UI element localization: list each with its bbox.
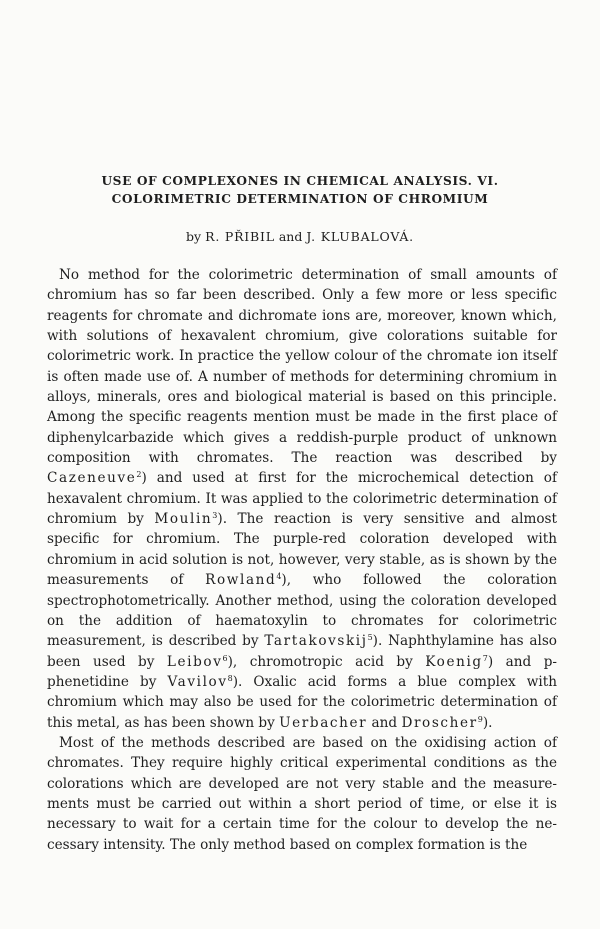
paper-title (40, 172, 560, 208)
author-ref-rowland: Rowland (205, 572, 277, 589)
byline-by: by (186, 229, 202, 244)
para1-text-2: ) and used at first for the microchemical detection of hexavalent chromium. It was applied to the colorimetric determination of chromium by (47, 470, 557, 528)
author-klubalova: J. KLUBALOVÁ. (306, 229, 414, 244)
citation-8: 8 (227, 673, 233, 683)
author-ref-moulin: Moulin (154, 511, 213, 528)
author-ref-vavilov: Vavilov (167, 673, 228, 690)
citation-2: 2 (136, 470, 142, 480)
paragraph-2: Most of the methods described are based on the oxidising action of chromates. They require highly critical experimental conditions as the colorations which are developed are not very stable and the measurements must be carried out within a short period of time, or else it is necessary to wait for a certain time for the colour to develop the necessary intensity. The only method based on complex formation is the (47, 734, 557, 853)
citation-3: 3 (212, 511, 218, 521)
citation-9: 9 (477, 714, 483, 724)
para1-text-8: ). Oxalic acid forms a blue complex with chromium which may also be used for the colorimetric determination of this metal, as has been shown by (47, 673, 557, 731)
author-ref-koenig: Koenig (425, 653, 483, 670)
author-pribil: R. PŘIBIL (205, 229, 275, 244)
author-ref-leibov: Leibov (166, 653, 223, 670)
citation-7: 7 (482, 653, 488, 663)
para1-text-9: ). (482, 714, 493, 731)
para1-text-3: ). The reaction is very sensitive and almost specific for chromium. The purple-red coloration developed with chromium in acid solution is not, however, very stable, as is shown by the measurements of (47, 511, 557, 589)
title-line-2: COLORIMETRIC DETERMINATION OF CHROMIUM (111, 192, 489, 206)
para1-text-5: ). Naphthylamine has also been used by (47, 633, 557, 670)
byline (40, 229, 560, 244)
citation-4: 4 (276, 572, 282, 582)
para1-text-1: No method for the colorimetric determination of small amounts of chromium has so far been described. Only a few more or less specific reagents for chromate and dichromate ions are, moreover, known which, with solutions of hexavalent chromium, give colorations suitable for colorimetric work. In practice the yellow colour of the chromate ion itself is often made use of. A number of methods for determining chromium in alloys, minerals, ores and biological material is based on this principle. Among the specific reagents mention must be made in the first place of diphenylcarbazide which gives a reddish-purple product of unknown composition with chromates. The reaction was described by (47, 267, 557, 467)
author-ref-cazeneuve: Cazeneuve (47, 470, 137, 487)
title-line-1: USE OF COMPLEXONES IN CHEMICAL ANALYSIS. VI. (101, 174, 499, 188)
citation-6: 6 (222, 653, 228, 663)
para1-text-7: ) and p-phenetidine by (47, 653, 557, 690)
author-ref-uerbacher: Uerbacher (279, 714, 368, 731)
para1-and: and (367, 714, 402, 731)
byline-and: and (278, 229, 303, 244)
author-ref-droscher: Droscher (401, 714, 478, 731)
paper-body (47, 265, 557, 855)
paragraph-1 (47, 265, 557, 733)
para1-text-4: ), who followed the coloration spectrophotometrically. Another method, using the coloration developed on the addition of haematoxylin to chromates for colorimetric measurement, is described by (47, 572, 557, 650)
para1-text-6: ), chromotropic acid by (227, 653, 426, 670)
citation-5: 5 (367, 633, 373, 643)
author-ref-tartakovskij: Tartakovskij (264, 633, 368, 650)
